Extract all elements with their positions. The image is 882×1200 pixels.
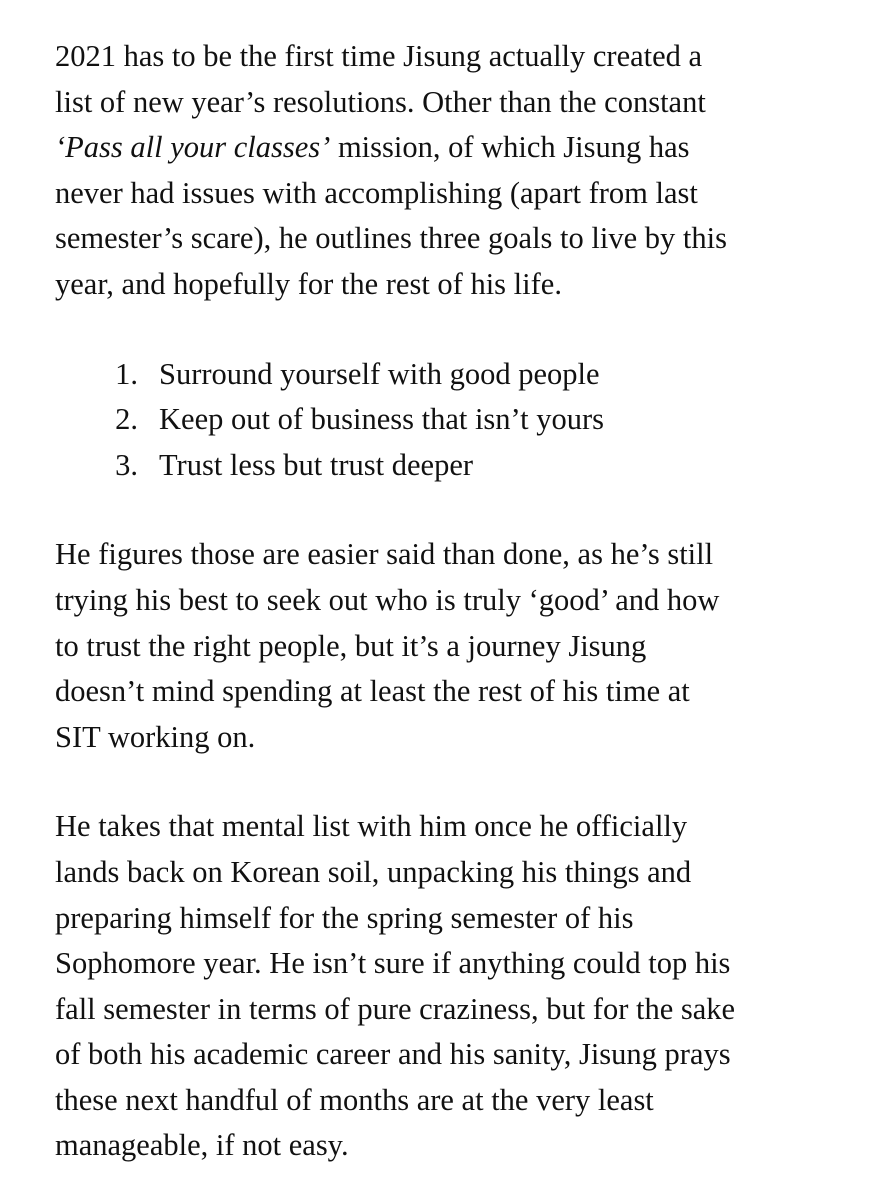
list-item	[55, 352, 845, 398]
list-number: 3.	[115, 447, 138, 482]
paragraph-journey	[55, 532, 845, 760]
text-line: list of new year’s resolutions. Other than the constant	[55, 84, 706, 119]
text-span: mission, of which Jisung has	[330, 130, 690, 165]
paragraph-semester	[55, 804, 845, 1169]
list-number: 1.	[115, 356, 138, 391]
text-line	[55, 125, 845, 171]
text-line: manageable, if not easy.	[55, 1128, 349, 1163]
text-line: lands back on Korean soil, unpacking his things and	[55, 854, 692, 889]
paragraph-intro	[55, 34, 845, 308]
list-item-text: Surround yourself with good people	[159, 356, 600, 391]
text-line: He takes that mental list with him once he officially	[55, 809, 688, 844]
text-line: these next handful of months are at the very least	[55, 1082, 654, 1117]
italic-phrase: ‘Pass all your classes’	[55, 130, 331, 165]
text-line: He figures those are easier said than done, as he’s still	[55, 537, 714, 572]
resolutions-list	[55, 352, 845, 489]
list-item-text: Keep out of business that isn’t yours	[159, 402, 605, 437]
list-item	[55, 397, 845, 443]
text-line: to trust the right people, but it’s a journey Jisung	[55, 628, 647, 663]
text-line: fall semester in terms of pure craziness, but for the sake	[55, 991, 736, 1026]
text-line: never had issues with accomplishing (apart from last	[55, 175, 698, 210]
text-line: semester’s scare), he outlines three goals to live by this	[55, 221, 727, 256]
text-line: preparing himself for the spring semester of his	[55, 900, 634, 935]
text-line: SIT working on.	[55, 719, 256, 754]
text-line: doesn’t mind spending at least the rest of his time at	[55, 674, 690, 709]
text-line: year, and hopefully for the rest of his life.	[55, 266, 562, 301]
document-page	[55, 34, 845, 1169]
text-line: of both his academic career and his sanity, Jisung prays	[55, 1037, 731, 1072]
list-item	[55, 443, 845, 489]
text-line: Sophomore year. He isn’t sure if anything could top his	[55, 946, 731, 981]
list-number: 2.	[115, 402, 138, 437]
text-line: trying his best to seek out who is truly ‘good’ and how	[55, 582, 720, 617]
list-item-text: Trust less but trust deeper	[159, 447, 474, 482]
text-line: 2021 has to be the first time Jisung actually created a	[55, 39, 703, 73]
